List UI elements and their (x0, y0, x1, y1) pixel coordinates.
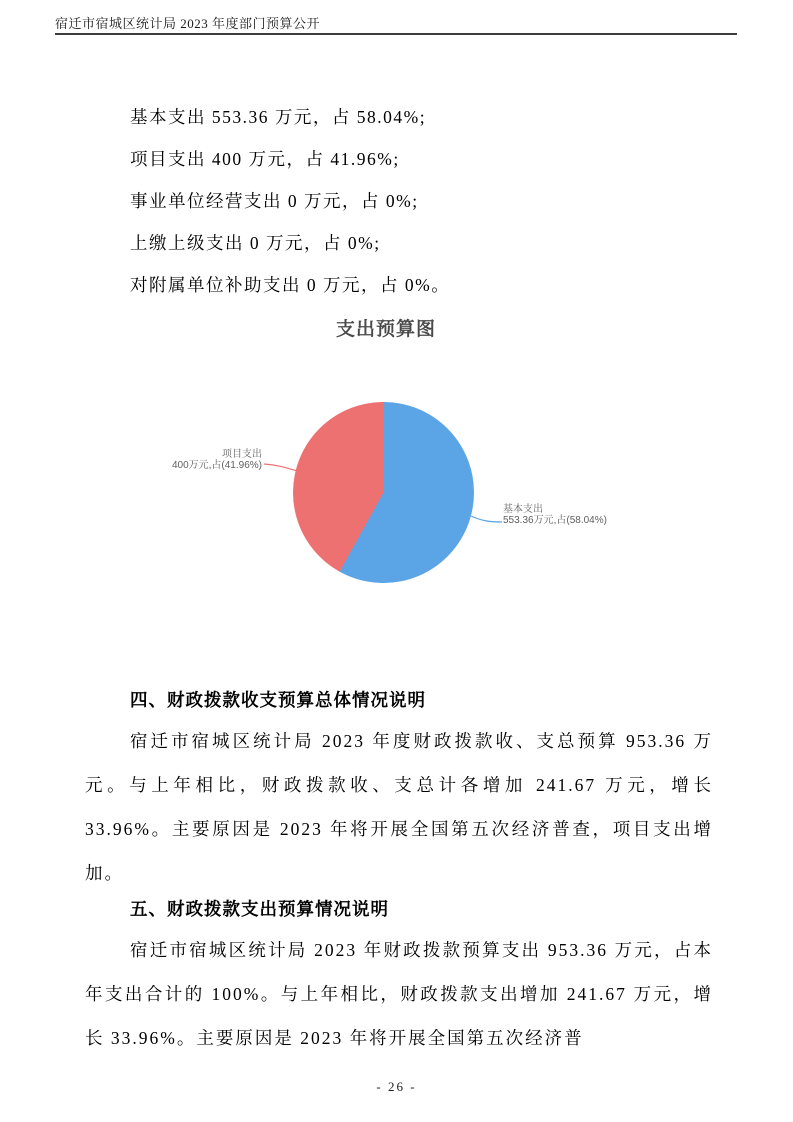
pie-label-detail: 400万元,占(41.96%) (171, 460, 262, 471)
pie-label-detail: 553.36万元,占(58.04%) (503, 515, 607, 526)
page-header-title: 宿迁市宿城区统计局 2023 年度部门预算公开 (55, 16, 321, 31)
expenditure-breakdown-list (130, 96, 730, 306)
section-heading-4: 四、财政拨款收支预算总体情况说明 (130, 690, 426, 710)
pie-chart (293, 402, 474, 583)
section-heading-5: 五、财政拨款支出预算情况说明 (130, 899, 389, 919)
section-body-4: 宿迁市宿城区统计局 2023 年度财政拨款收、支总预算 953.36 万元。与上年相比，财政拨款收、支总计各增加 241.67 万元，增长 33.96%。主要原因是 2023 年将开展全国第五次经济普查，项目支出增加。 (85, 731, 713, 883)
pie-label-basic-expenditure (503, 504, 623, 526)
list-item-subsidy-to-affiliates: 对附属单位补助支出 0 万元，占 0%。 (130, 275, 451, 295)
header-rule (55, 33, 737, 35)
section-body-5: 宿迁市宿城区统计局 2023 年财政拨款预算支出 953.36 万元，占本年支出合计的 100%。与上年相比，财政拨款支出增加 241.67 万元，增长 33.96%。主要原因是 2023 年将开展全国第五次经济普 (85, 940, 713, 1048)
page-number: - 26 - (376, 1079, 417, 1094)
list-item-operating-expenditure: 事业单位经营支出 0 万元，占 0%; (130, 191, 419, 211)
pie-label-project-expenditure (162, 449, 262, 471)
list-item-upward-remittance: 上缴上级支出 0 万元，占 0%; (130, 233, 381, 253)
list-item-project-expenditure: 项目支出 400 万元，占 41.96%; (130, 149, 400, 169)
leader-line-basic-expenditure (471, 516, 502, 522)
pie-label-name: 项目支出 (222, 449, 262, 460)
leader-line-project-expenditure (264, 464, 297, 471)
chart-title: 支出预算图 (335, 319, 436, 340)
pie-label-name: 基本支出 (503, 504, 543, 515)
list-item-basic-expenditure: 基本支出 553.36 万元，占 58.04%; (130, 107, 427, 127)
